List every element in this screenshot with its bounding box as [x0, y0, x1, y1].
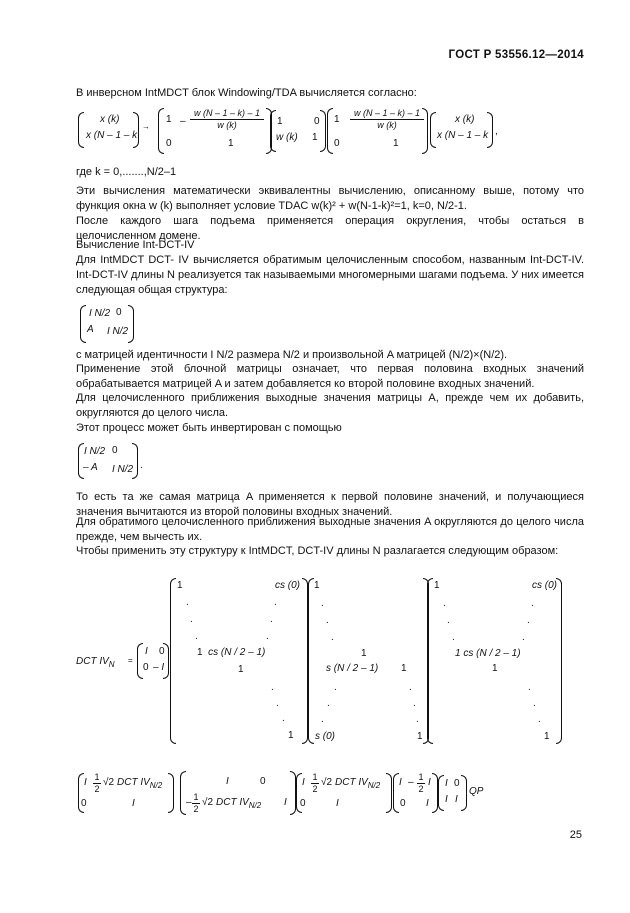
bracket [180, 771, 186, 815]
eq4-pm-b: 0 [159, 646, 165, 657]
eq4-A-csN-text: cs (N / 2 – 1) [208, 647, 266, 658]
eq4-pm-d: – I [153, 662, 165, 673]
paragraph-3: Эти вычисления математически эквивалентны вычислению, описанному выше, потому что функция окна w (k) выполняет условие TDAC w(k)² + w(N-1-k)²=1, k=0, N/2-1. [76, 185, 584, 212]
eq1-comma: , [495, 126, 498, 137]
diag-dot: . [266, 631, 269, 642]
frac-den: 2 [418, 784, 424, 794]
eq2-c: A [87, 324, 94, 335]
paragraph-1: В инверсном IntMDCT блок Windowing/TDA вычисляется согласно: [76, 87, 417, 99]
eq4-C-one-top: 1 [434, 580, 440, 591]
frac-num: 1 [418, 772, 424, 782]
paragraph-12: Для обратимого целочисленного приближения выходные значения A округляются до целого числа прежде, чем вычесть их. [76, 516, 584, 543]
eq5-m4-a: I [399, 777, 402, 788]
bracket [427, 578, 433, 744]
diag-dot: . [447, 615, 450, 626]
eq1-m3-c: 0 [334, 138, 340, 149]
eq4-lhs-sub: N [108, 660, 115, 669]
diag-dot: . [527, 615, 530, 626]
bracket [430, 112, 436, 148]
diag-dot: . [443, 598, 446, 609]
diag-dot: . [452, 632, 455, 643]
eq4-B-one-top: 1 [314, 580, 320, 591]
frac-num: 1 [193, 792, 199, 802]
bracket [270, 110, 276, 152]
eq3-b: 0 [112, 445, 118, 456]
bracket [78, 112, 84, 148]
diag-dot: . [271, 682, 274, 693]
eq4-B-one-mid2: 1 [401, 663, 407, 674]
eq1-m2-d: 1 [312, 132, 318, 143]
bracket [137, 643, 143, 679]
eq5-m1-a: I [84, 777, 87, 788]
eq5-m4-d: I [426, 798, 429, 809]
eq2-a: I N/2 [89, 308, 111, 319]
eq5-m5-d: I [455, 794, 458, 805]
eq1-m1-d: 1 [228, 138, 234, 149]
bracket [80, 305, 86, 343]
eq5-m4-b: I [428, 777, 431, 788]
eq1-m3-a: 1 [334, 114, 340, 125]
eq4-A-one-top: 1 [177, 580, 183, 591]
eq1-lhs-top: x (k) [100, 114, 120, 125]
diag-dot: . [195, 631, 198, 642]
eq4-A-csN [197, 647, 265, 658]
diag-dot: . [321, 598, 324, 609]
eq5-m2-dct-text: DCT IV [216, 797, 249, 808]
diag-dot: . [270, 614, 273, 625]
diag-dot: . [538, 714, 541, 725]
bracket [133, 112, 139, 148]
eq4-B-one-bot: 1 [417, 731, 423, 742]
eq5-m4-minus: – [408, 777, 414, 788]
eq4-eq: = [128, 656, 133, 665]
eq5-m2-minus: – [186, 797, 192, 808]
eq1-m3-d: 1 [393, 138, 399, 149]
eq5-m1-dct-text: DCT IV [117, 777, 150, 788]
eq5-m3-dct-text: DCT IV [335, 777, 368, 788]
diag-dot: . [276, 698, 279, 709]
eq5-m5-a: I [445, 778, 448, 789]
paragraph-13: Чтобы применить эту структуру к IntMDCT, DCT-IV длины N разлагается следующим образом: [76, 545, 559, 557]
eq1-m1-a: 1 [166, 114, 172, 125]
eq5-m3-dct [335, 777, 380, 790]
eq2-d: I N/2 [107, 326, 129, 337]
eq4-C-one-bot: 1 [544, 731, 550, 742]
paragraph-2: где k = 0,.......,N/2–1 [76, 166, 177, 178]
diag-dot: . [282, 713, 285, 724]
eq5-m1-c: 0 [81, 798, 87, 809]
eq4-C-one-mid: 1 [492, 663, 498, 674]
eq4-B-s0: s (0) [315, 731, 335, 742]
eq1-rhs-bot: x (N – 1 – k [437, 130, 489, 141]
bracket [438, 775, 444, 811]
eq4-lhs-text: DCT IV [76, 656, 109, 667]
eq4-pm-c: 0 [143, 662, 149, 673]
bracket [132, 443, 138, 479]
diag-dot: . [190, 614, 193, 625]
eq5-m1-d: I [132, 798, 135, 809]
eq5-m2-half [192, 792, 200, 814]
bracket [308, 578, 314, 744]
diag-dot: . [331, 632, 334, 643]
eq5-qp: QP [469, 786, 484, 797]
bracket [327, 108, 333, 154]
eq4-B-one-mid: 1 [361, 648, 367, 659]
diag-dot: . [533, 698, 536, 709]
page-number: 25 [569, 829, 582, 841]
diag-dot: . [413, 698, 416, 709]
paragraph-10: Этот процесс может быть инвертирован с помощью [76, 422, 342, 434]
diag-dot: . [326, 615, 329, 626]
paragraph-11: То есть та же самая матрица A применяется к первой половине значений, и получающиеся значения вычитаются из второй половины входных значений. [76, 491, 584, 518]
eq4-A-one-mid: 1 [238, 664, 244, 675]
eq5-m4-half [417, 772, 425, 794]
bracket [487, 112, 493, 148]
standard-header: ГОСТ Р 53556.12—2014 [448, 49, 584, 61]
diag-dot: . [321, 714, 324, 725]
eq5-m3-half [311, 772, 319, 794]
eq5-m3-d: I [336, 798, 339, 809]
eq5-m2-dct [216, 797, 261, 810]
frac-num: w (N – 1 – k) – 1 [353, 108, 421, 118]
eq5-m2-sub: N/2 [248, 801, 262, 810]
eq5-m5-c: I [445, 794, 448, 805]
diag-dot: . [531, 598, 534, 609]
eq5-m3-sqrt: √2 [321, 777, 333, 788]
frac-den: w (k) [190, 119, 264, 130]
eq3-d: I N/2 [112, 464, 134, 475]
bracket [422, 108, 428, 154]
bracket [556, 578, 562, 744]
diag-dot: . [522, 632, 525, 643]
eq4-pm-a: I [145, 646, 148, 657]
bracket [168, 773, 174, 813]
eq4-lhs [76, 656, 115, 669]
diag-dot: . [327, 698, 330, 709]
eq4-C-csN: 1 cs (N / 2 – 1) [455, 648, 521, 659]
eq4-A-cs0: cs (0) [275, 580, 300, 591]
diag-dot: . [274, 597, 277, 608]
eq5-m1-dct [117, 777, 162, 790]
bracket [170, 578, 176, 744]
eq5-m2-sqrt: √2 [202, 797, 214, 808]
eq3-a: I N/2 [84, 446, 106, 457]
eq5-m2-b: 0 [260, 776, 266, 787]
eq1-m1-frac [190, 108, 264, 130]
paragraph-7: с матрицей идентичности I N/2 размера N/2 и произвольной A матрицей (N/2)×(N/2). [76, 349, 508, 361]
paragraph-8: Применение этой блочной матрицы означает, что первая половина входных значений обрабатывается матрицей A и затем добавляется ко второй половине входных значений. [76, 363, 584, 390]
eq3-dot: . [140, 460, 143, 471]
frac-den: 2 [193, 804, 199, 814]
diag-dot: . [416, 714, 419, 725]
frac-num: 1 [94, 772, 100, 782]
eq1-rhs-top: x (k) [455, 114, 475, 125]
paragraph-9: Для целочисленного приближения выходные значения матрицы A, прежде чем их добавить, округляются до целого числа. [76, 392, 584, 419]
eq1-lhs-bot: x (N – 1 – k [86, 130, 138, 141]
eq5-m3-sub: N/2 [367, 781, 381, 790]
paragraph-6: Для IntMDCT DCT- IV вычисляется обратимым целочисленным способом, названным Int-DCT-IV. Int-DCT-IV длины N реализуется так называемыми многомерными шагами подъема. У них имеется следующая общая структура: [76, 254, 584, 296]
eq5-m2-a: I [226, 776, 229, 787]
eq4-A-mid: 1 [197, 647, 203, 658]
bracket [461, 775, 467, 811]
bracket [163, 643, 169, 679]
diag-dot: . [334, 682, 337, 693]
eq4-B-sN: s (N / 2 – 1) [326, 663, 379, 674]
eq1-m1-minus: – [180, 116, 186, 127]
frac-num: 1 [312, 772, 318, 782]
eq4-A-one-bot: 1 [288, 730, 294, 741]
frac-den: 2 [94, 784, 100, 794]
frac-den: w (k) [350, 119, 424, 130]
eq4-C-cs0: cs (0) [532, 580, 557, 591]
eq1-m2-a: 1 [277, 116, 283, 127]
eq1-m1-c: 0 [166, 138, 172, 149]
frac-den: 2 [312, 784, 318, 794]
eq5-m1-sub: N/2 [149, 781, 163, 790]
eq2-b: 0 [116, 307, 122, 318]
eq3-c: – A [83, 462, 98, 473]
eq1-m2-c: w (k) [276, 132, 298, 143]
bracket [128, 305, 134, 343]
paragraph-5: Вычисление Int-DCT-IV [76, 239, 195, 251]
diag-dot: . [186, 597, 189, 608]
eq5-m4-c: 0 [400, 798, 406, 809]
eq5-m3-a: I [302, 777, 305, 788]
diag-dot: . [409, 682, 412, 693]
eq1-m3-frac [350, 108, 424, 130]
eq1-m2-b: 0 [314, 116, 320, 127]
bracket [320, 110, 326, 152]
paragraph-4: После каждого шага подъема применяется операция округления, чтобы остаться в целочисленном домене. [76, 215, 584, 242]
eq5-m5-b: 0 [454, 778, 460, 789]
bracket [386, 773, 392, 813]
eq1-arrow: → [142, 122, 150, 131]
diag-dot: . [528, 682, 531, 693]
frac-num: w (N – 1 – k) – 1 [193, 108, 261, 118]
eq5-m3-c: 0 [300, 798, 306, 809]
bracket [158, 108, 164, 154]
eq5-m2-d: I [284, 797, 287, 808]
eq5-m1-sqrt: √2 [103, 777, 115, 788]
eq5-m1-half [93, 772, 101, 794]
